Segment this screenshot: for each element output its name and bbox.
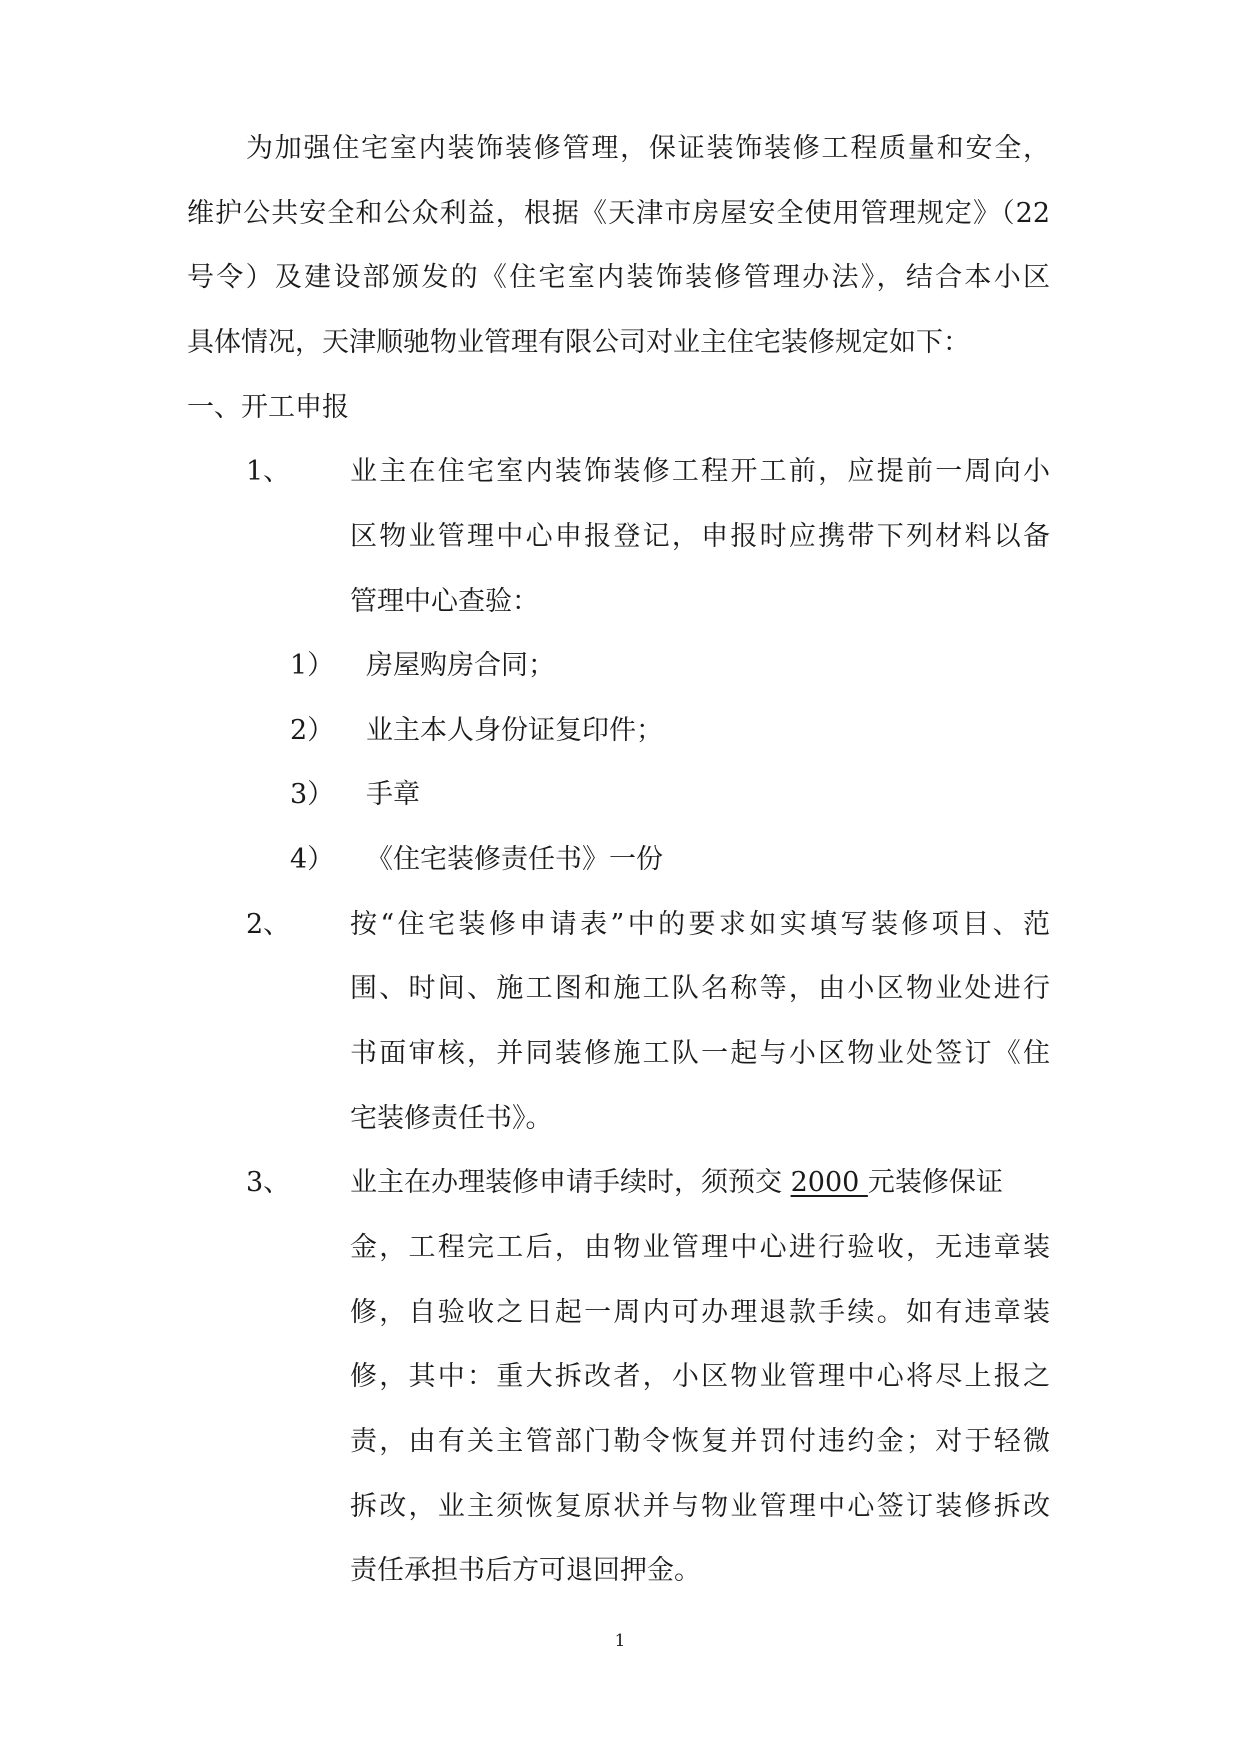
subitem-1-text: 房屋购房合同； xyxy=(366,650,555,681)
item-3-line-1-pre: 业主在办理装修申请手续时，须预交 xyxy=(350,1167,791,1198)
intro-line-1: 为加强住宅室内装饰装修管理，保证装饰装修工程质量和安全， xyxy=(246,133,1050,164)
item-3-line-5: 责，由有关主管部门勒令恢复并罚付违约金；对于轻微 xyxy=(350,1426,1050,1457)
item-2-line-3: 书面审核，并同装修施工队一起与小区物业处签订《住 xyxy=(350,1038,1050,1069)
subitem-3-number: 3） xyxy=(290,779,335,810)
item-3-line-2: 金，工程完工后，由物业管理中心进行验收，无违章装 xyxy=(350,1232,1050,1263)
subitem-2-text: 业主本人身份证复印件； xyxy=(366,715,663,746)
intro-line-2: 维护公共安全和公众利益，根据《天津市房屋安全使用管理规定》（22 xyxy=(187,198,1050,229)
subitem-1-number: 1） xyxy=(290,650,335,681)
item-3-line-4: 修，其中：重大拆改者，小区物业管理中心将尽上报之 xyxy=(350,1361,1050,1392)
deposit-amount: 2000 xyxy=(790,1167,868,1198)
intro-line-4: 具体情况，天津顺驰物业管理有限公司对业主住宅装修规定如下： xyxy=(187,327,970,358)
item-2-line-4: 宅装修责任书》。 xyxy=(350,1103,553,1134)
subitem-2-number: 2） xyxy=(290,715,335,746)
subitem-3-text: 手章 xyxy=(366,779,420,810)
item-3-line-1-post: 元装修保证 xyxy=(867,1167,1003,1198)
subitem-4-number: 4） xyxy=(290,844,335,875)
item-2-line-1: 按“住宅装修申请表”中的要求如实填写装修项目、范 xyxy=(350,909,1050,940)
item-2-line-2: 围、时间、施工图和施工队名称等，由小区物业处进行 xyxy=(350,973,1050,1004)
item-1-line-3: 管理中心查验： xyxy=(350,586,539,617)
page-number: 1 xyxy=(614,1631,626,1651)
item-3-line-6: 拆改，业主须恢复原状并与物业管理中心签订装修拆改 xyxy=(350,1491,1050,1522)
item-1-number: 1、 xyxy=(246,456,291,487)
item-3-line-1 xyxy=(350,1166,1003,1200)
item-1-line-2: 区物业管理中心申报登记，申报时应携带下列材料以备 xyxy=(350,521,1050,552)
item-1-line-1: 业主在住宅室内装饰装修工程开工前，应提前一周向小 xyxy=(350,456,1050,487)
intro-line-3: 号令）及建设部颁发的《住宅室内装饰装修管理办法》，结合本小区 xyxy=(187,262,1050,293)
item-3-number: 3、 xyxy=(246,1167,291,1198)
section-heading: 一、开工申报 xyxy=(187,392,349,423)
item-2-number: 2、 xyxy=(246,909,291,940)
item-3-line-7: 责任承担书后方可退回押金。 xyxy=(350,1555,701,1586)
subitem-4-text: 《住宅装修责任书》一份 xyxy=(366,844,663,875)
item-3-line-3: 修，自验收之日起一周内可办理退款手续。如有违章装 xyxy=(350,1297,1050,1328)
